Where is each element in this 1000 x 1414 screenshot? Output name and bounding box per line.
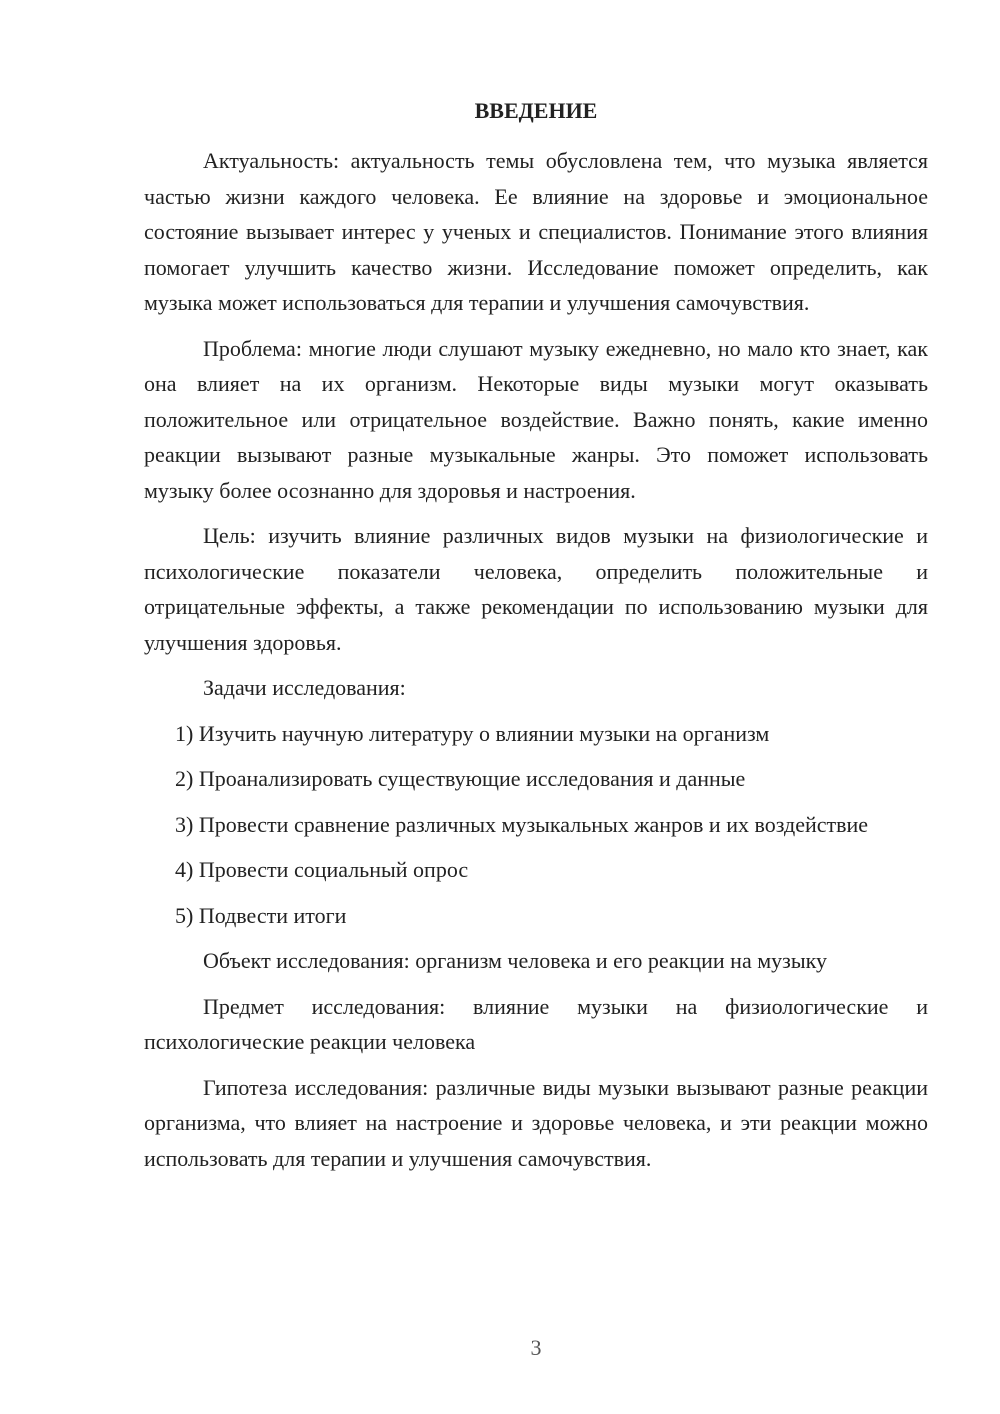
paragraph-object: Объект исследования: организм человека и его реакции на музыку bbox=[203, 948, 827, 973]
task-item-2: 2) Проанализировать существующие исследования и данные bbox=[175, 766, 746, 791]
document-body bbox=[144, 143, 928, 1176]
paragraph-hypothesis: Гипотеза исследования: различные виды музыки вызывают разные реакции организма, что влияет на настроение и здоровье человека, и эти реакции можно использовать для терапии и улучшения самочувствия. bbox=[144, 1074, 928, 1171]
paragraph-subject: Предмет исследования: влияние музыки на физиологические и психологические реакции человека bbox=[144, 993, 928, 1054]
paragraph-goal: Цель: изучить влияние различных видов музыки на физиологические и психологические показатели человека, определить положительные и отрицательные эффекты, а также рекомендации по использованию музыки для улучшения здоровья. bbox=[144, 523, 928, 655]
task-item-5: 5) Подвести итоги bbox=[175, 902, 347, 928]
paragraph-relevance: Актуальность: актуальность темы обусловлена тем, что музыка является частью жизни каждого человека. Ее влияние на здоровье и эмоциональное состояние вызывает интерес у ученых и специалистов. Понимание этого влияния помогает улучшить качество жизни. Исследование поможет определить, как музыка может использоваться для терапии и улучшения самочувствия. bbox=[144, 148, 928, 315]
task-item-4: 4) Провести социальный опрос bbox=[175, 857, 469, 882]
paragraph-problem: Проблема: многие люди слушают музыку ежедневно, но мало кто знает, как она влияет на их организм. Некоторые виды музыки могут оказывать положительное или отрицательное воздействие. Важно понять, какие именно реакции вызывают разные музыкальные жанры. Это поможет использовать музыку более осознанно для здоровья и настроения. bbox=[144, 335, 928, 503]
task-item-1: 1) Изучить научную литературу о влиянии музыки на организм bbox=[175, 720, 770, 746]
section-title: ВВЕДЕНИЕ bbox=[474, 98, 598, 123]
page-number: 3 bbox=[530, 1335, 542, 1360]
tasks-heading: Задачи исследования: bbox=[203, 675, 406, 700]
task-item-3: 3) Провести сравнение различных музыкальных жанров и их воздействие bbox=[175, 811, 869, 837]
